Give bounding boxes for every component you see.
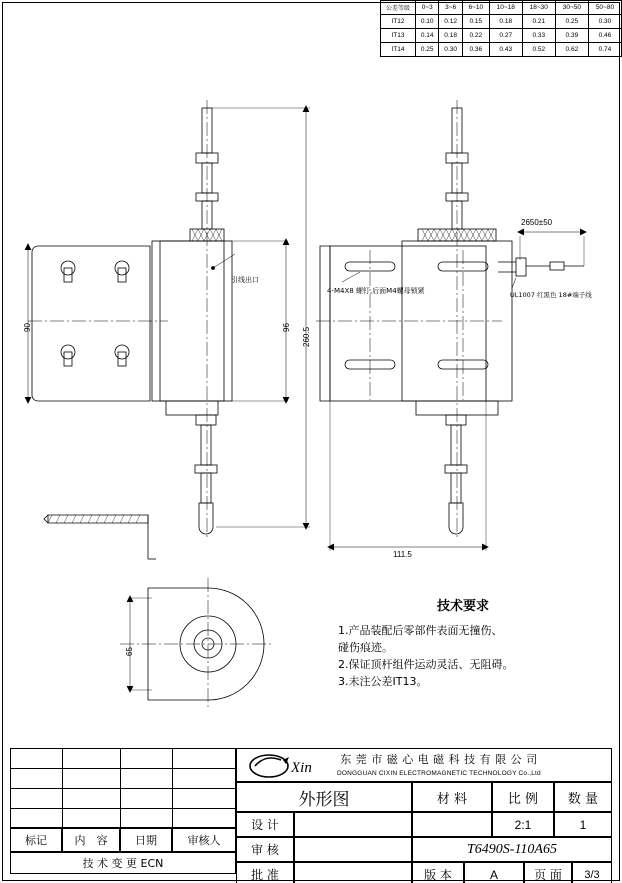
dim-label-90: 90 — [23, 323, 32, 332]
part-number-cell: T6490S-110A65 — [412, 837, 612, 862]
drawing-name-cell: 外形图 — [236, 782, 412, 812]
col-header: 10~18 — [489, 1, 522, 15]
callout-wire-spec: UL1007 红黑色 18#端子线 — [510, 291, 592, 299]
sheet-border — [2, 2, 620, 881]
value-cell: 0.74 — [588, 43, 621, 57]
col-header: 30~50 — [555, 1, 588, 15]
value-cell: 0.62 — [555, 43, 588, 57]
company-name-en: DONGGUAN CIXIN ELECTROMAGNETIC TECHNOLOGY Co.,Ltd — [337, 770, 541, 777]
value-cell: 0.21 — [522, 15, 555, 29]
col-header: 0~3 — [416, 1, 439, 15]
page-value-cell: 3/3 — [572, 862, 612, 883]
value-cell: 0.18 — [489, 15, 522, 29]
rev-header-content: 内 容 — [62, 828, 120, 852]
rev-header-date: 日期 — [120, 828, 172, 852]
value-cell: 0.25 — [416, 43, 439, 57]
version-value-cell: A — [464, 862, 524, 883]
value-cell: 0.33 — [522, 29, 555, 43]
rev-header-mark: 标记 — [10, 828, 62, 852]
value-cell: 0.18 — [439, 29, 462, 43]
value-cell: 0.43 — [489, 43, 522, 57]
grade-cell: IT13 — [381, 29, 416, 43]
design-label-cell: 设 计 — [236, 812, 294, 837]
col-header: 18~30 — [522, 1, 555, 15]
col-header: 3~6 — [439, 1, 462, 15]
dim-label-65: 65 — [125, 647, 134, 656]
rev-footer: 技 术 变 更 ECN — [10, 852, 236, 874]
value-cell: 0.12 — [439, 15, 462, 29]
svg-text:Xin: Xin — [291, 760, 312, 776]
scale-value-cell: 2:1 — [492, 812, 554, 837]
dim-label-lead: 2650±50 — [521, 218, 553, 227]
tech-requirement-item: 2.保证顶杆组件运动灵活、无阻碍。 — [338, 658, 514, 672]
callout-screws: 4-M4X8 螺钉,后面M4螺母锁紧 — [327, 287, 425, 295]
value-cell: 0.27 — [489, 29, 522, 43]
dim-label-1115: 111.5 — [393, 550, 412, 559]
callout-lead-outlet: 引线出口 — [231, 276, 259, 284]
tech-requirement-item: 碰伤痕迹。 — [338, 641, 393, 655]
grade-cell: IT12 — [381, 15, 416, 29]
value-cell: 0.14 — [416, 29, 439, 43]
tech-requirement-item: 3.未注公差IT13。 — [338, 675, 428, 689]
rev-header-checker: 审核人 — [172, 828, 236, 852]
value-cell: 0.22 — [462, 29, 489, 43]
tech-requirements-title: 技术要求 — [436, 599, 489, 614]
material-label-cell: 材 料 — [412, 782, 492, 812]
tech-requirement-item: 1.产品装配后零部件表面无撞伤、 — [338, 624, 503, 637]
value-cell: 0.30 — [588, 15, 621, 29]
version-label-cell: 版 本 — [412, 862, 464, 883]
value-cell: 0.52 — [522, 43, 555, 57]
col-header: 6~10 — [462, 1, 489, 15]
col-header: 50~80 — [588, 1, 621, 15]
qty-value-cell: 1 — [554, 812, 612, 837]
value-cell: 0.15 — [462, 15, 489, 29]
dim-label-2605: 260.5 — [302, 326, 311, 347]
qty-label-cell: 数 量 — [554, 782, 612, 812]
value-cell: 0.36 — [462, 43, 489, 57]
dim-label-96: 96 — [282, 323, 291, 332]
value-cell: 0.46 — [588, 29, 621, 43]
approve-label-cell: 批 准 — [236, 862, 294, 883]
company-name-cn: 东 莞 市 磁 心 电 磁 科 技 有 限 公 司 — [340, 753, 538, 766]
value-cell: 0.25 — [555, 15, 588, 29]
scale-label-cell: 比 例 — [492, 782, 554, 812]
tolerance-header-label: 公差等级 — [385, 5, 410, 12]
value-cell: 0.39 — [555, 29, 588, 43]
page-label-cell: 页 面 — [524, 862, 572, 883]
grade-cell: IT14 — [381, 43, 416, 57]
check-label-cell: 审 核 — [236, 837, 294, 862]
value-cell: 0.10 — [416, 15, 439, 29]
value-cell: 0.30 — [439, 43, 462, 57]
